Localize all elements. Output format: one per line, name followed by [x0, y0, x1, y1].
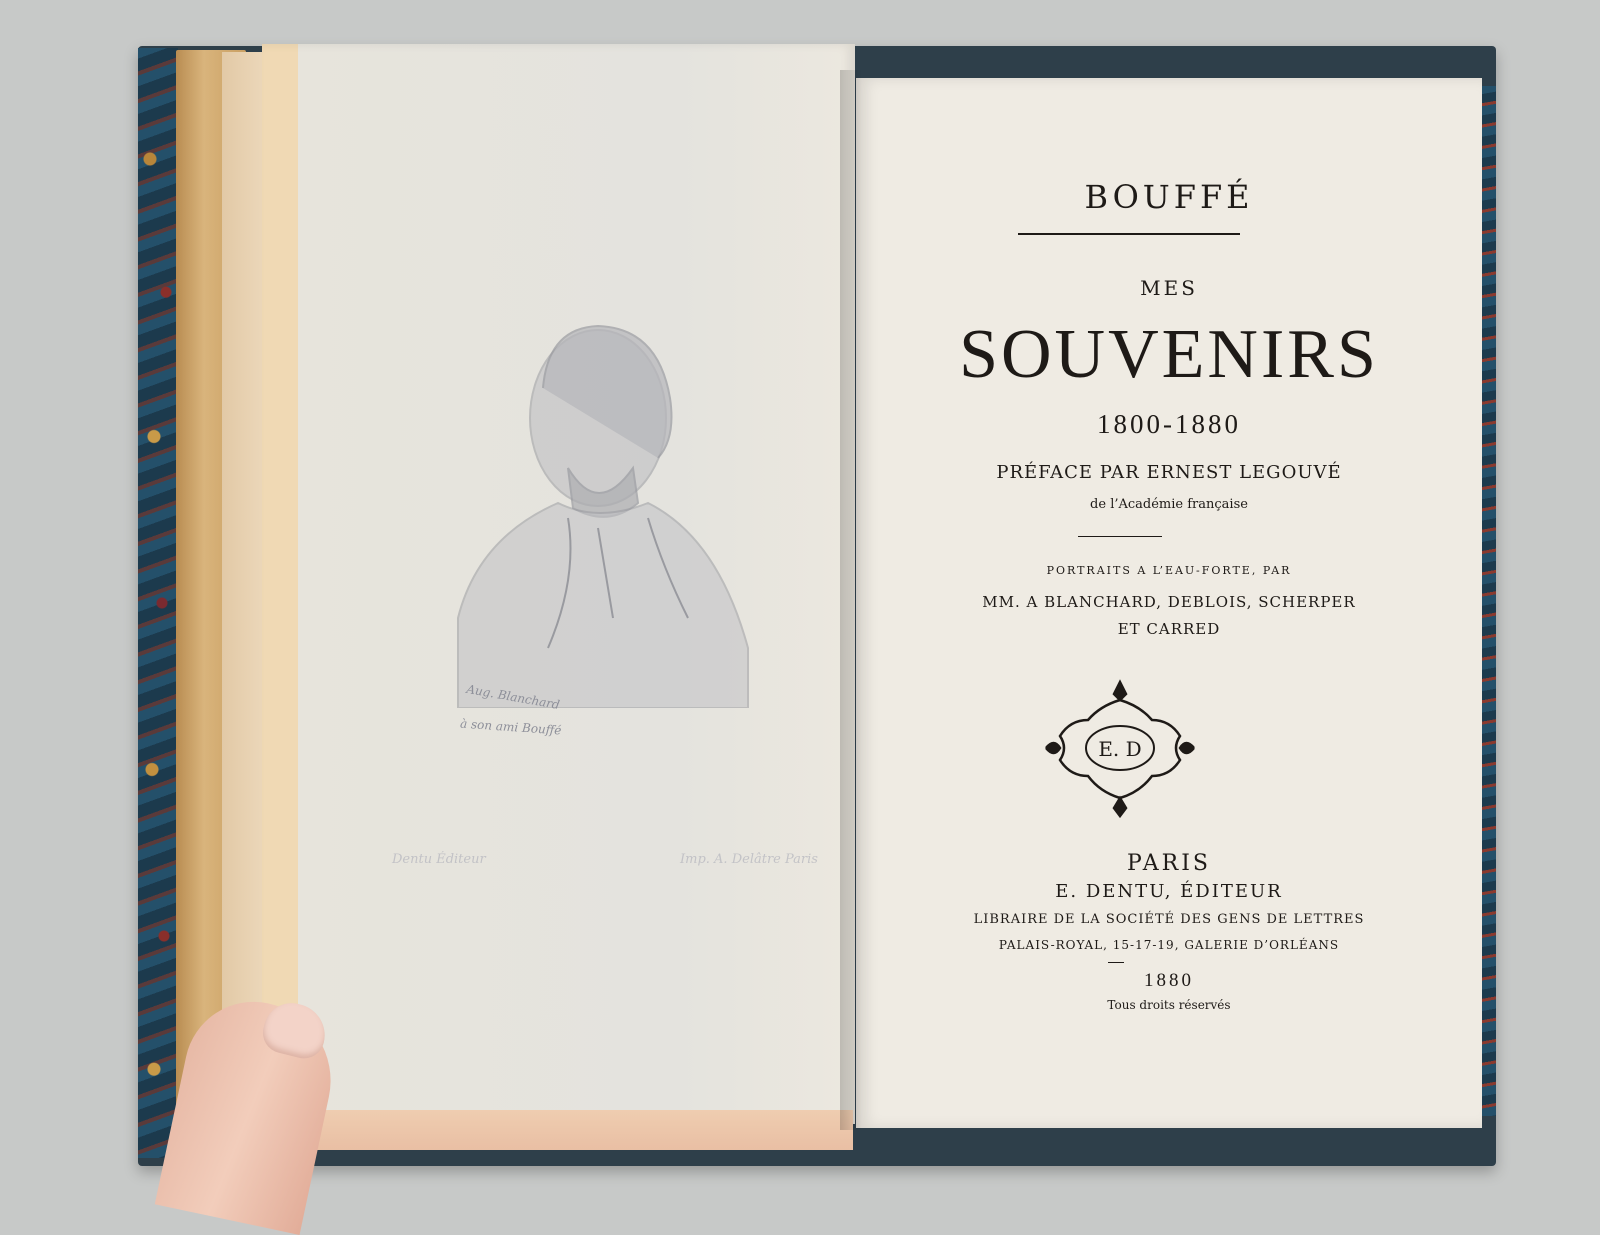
divider-rule: [1018, 233, 1240, 235]
plate-footer-right: Imp. A. Delâtre Paris: [680, 852, 818, 867]
preface-credit: PRÉFACE PAR ERNEST LEGOUVÉ: [996, 462, 1342, 483]
portrait-engraving: [448, 318, 768, 708]
marbled-board-left: [138, 48, 178, 1158]
publication-year: 1880: [1144, 970, 1194, 991]
page-edge-bottom: [300, 1110, 853, 1150]
publisher-emblem: [1040, 676, 1200, 820]
publisher-address: PALAIS-ROYAL, 15-17-19, GALERIE D’ORLÉANS: [998, 938, 1340, 952]
artists-line1: MM. A BLANCHARD, DEBLOIS, SCHERPER: [982, 593, 1356, 611]
plate-footer-left: Dentu Éditeur: [392, 852, 486, 867]
academy-credit: de l’Académie française: [1090, 497, 1248, 512]
publisher-name: E. DENTU, ÉDITEUR: [1055, 881, 1283, 902]
emblem-monogram: E. D: [1098, 737, 1142, 761]
author-name: BOUFFÉ: [1084, 178, 1254, 216]
book-dates: 1800-1880: [1097, 409, 1241, 439]
rights-notice: Tous droits réservés: [1107, 998, 1231, 1012]
tiny-rule: [1108, 962, 1124, 963]
short-rule: [1078, 536, 1162, 537]
publisher-library: LIBRAIRE DE LA SOCIÉTÉ DES GENS DE LETTRES: [973, 912, 1365, 927]
title-prefix: MES: [1140, 276, 1198, 300]
portraits-label: PORTRAITS A L’EAU-FORTE, PAR: [1046, 564, 1292, 577]
signature-line1: Aug. Blanchard: [465, 681, 561, 713]
book-title: SOUVENIRS: [959, 316, 1379, 393]
signature-line2: à son ami Bouffé: [459, 716, 562, 738]
publication-city: PARIS: [1127, 851, 1211, 876]
artists-line2: ET CARRED: [1117, 620, 1221, 638]
